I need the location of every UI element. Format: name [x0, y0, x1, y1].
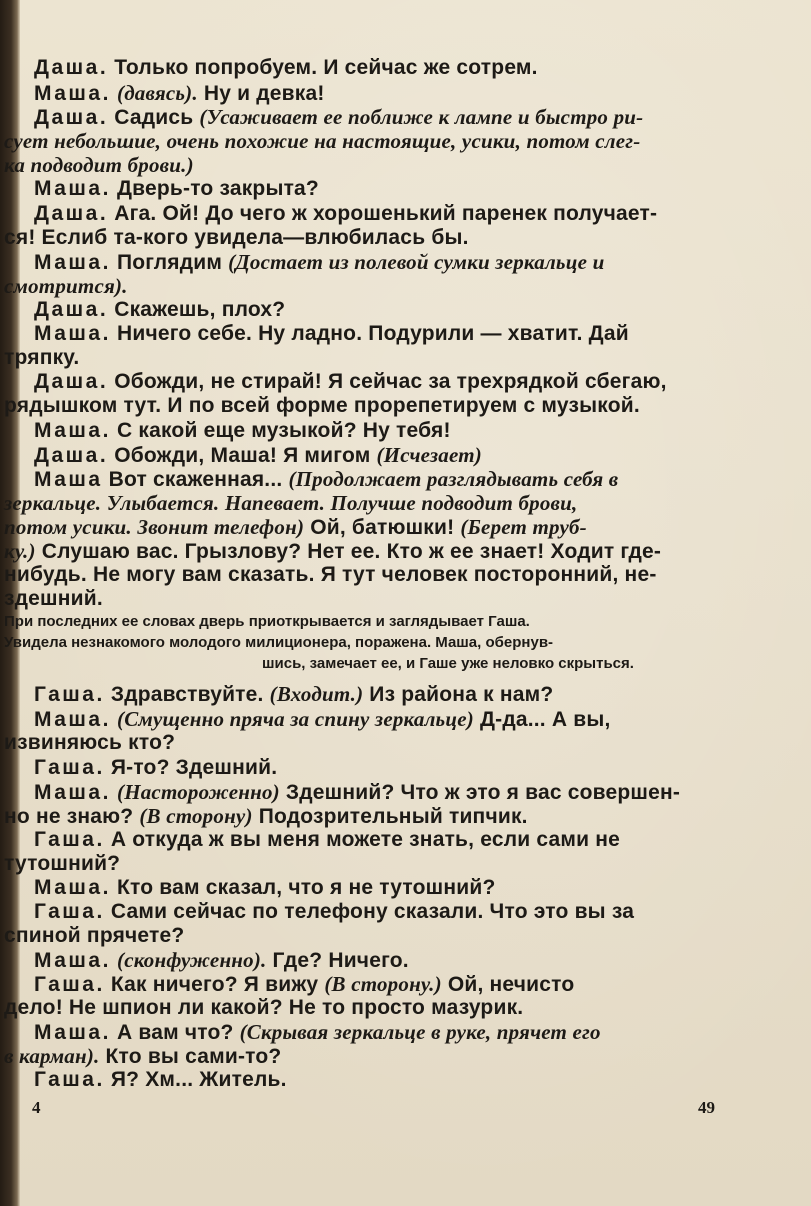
speaker-name: Гаша.	[34, 756, 105, 779]
speaker-name: Маша.	[34, 708, 111, 731]
line-text: спиной прячете?	[4, 924, 185, 947]
speaker-name: Даша.	[34, 444, 109, 467]
line-text: Подозрительный типчик.	[252, 805, 528, 828]
speaker-name: Маша.	[34, 251, 111, 274]
line-text: Сами сейчас по телефону сказали. Что это вы за	[104, 900, 635, 923]
line-text: Ой, нечисто	[441, 973, 575, 996]
stage-direction-line: При последних ее словах дверь приоткрывается и заглядывает Гаша.	[4, 613, 530, 630]
text-line	[0, 54, 811, 82]
line-text: но не знаю?	[4, 805, 140, 828]
page-number: 49	[698, 1098, 715, 1117]
line-text: Д-да... А вы,	[473, 708, 611, 731]
line-text: Здравствуйте.	[104, 683, 270, 706]
speaker-name: Маша.	[34, 322, 111, 345]
speaker-name: Даша.	[34, 298, 109, 321]
speaker-name: Маша.	[34, 419, 111, 442]
text-line	[0, 729, 811, 757]
stage-direction-line: шись, замечает ее, и Гаше уже неловко скрыться.	[262, 655, 634, 672]
speaker-name: Даша.	[34, 56, 109, 79]
line-text: Ага. Ой! До чего ж хорошенький паренек получает-	[108, 202, 658, 225]
line-text: извиняюсь кто?	[4, 731, 176, 754]
line-text: Ничего себе. Ну ладно. Подурили — хватит. Дай	[110, 322, 629, 345]
speaker-name: Гаша.	[34, 828, 105, 851]
stage-remark: (давясь).	[117, 81, 198, 105]
line-text: Из района к нам?	[363, 683, 554, 706]
stage-remark: сует небольшие, очень похожие на настоящие, усики, потом слег-	[4, 129, 641, 153]
speaker-name: Даша.	[34, 106, 109, 129]
speaker-name: Маша.	[34, 949, 111, 972]
line-text: А откуда ж вы меня можете знать, если сами не	[104, 828, 621, 851]
speaker-name: Гаша.	[34, 900, 105, 923]
speaker-name: Маша.	[34, 781, 111, 804]
line-text: А вам что?	[110, 1021, 240, 1044]
stage-remark: зеркальце. Улыбается. Напевает. Получше подводит брови,	[4, 491, 578, 515]
stage-remark: (Исчезает)	[376, 443, 482, 467]
line-text: Я? Хм... Житель.	[104, 1068, 287, 1091]
line-text: Ой, батюшки!	[304, 516, 461, 539]
stage-remark: (Продолжает разглядывать себя в	[288, 467, 619, 491]
stage-remark: (Входит.)	[269, 682, 364, 706]
line-text: Слушаю вас. Грызлову? Нет ее. Кто ж ее знает! Ходит где-	[35, 540, 662, 563]
line-text: тутошний?	[4, 852, 121, 875]
stage-remark: (Скрывая зеркальце в руке, прячет его	[239, 1020, 601, 1044]
line-text: рядышком тут. И по всей форме прорепетируем с музыкой.	[4, 394, 640, 417]
speaker-name: Маша.	[34, 876, 111, 899]
line-text: Скажешь, плох?	[108, 298, 286, 321]
speaker-name: Маша	[34, 468, 103, 491]
speaker-name: Маша.	[34, 177, 111, 200]
text-line	[0, 175, 811, 203]
line-text: Обожди, не стирай! Я сейчас за трехрядкой сбегаю,	[108, 370, 667, 393]
line-text: здешний.	[4, 587, 103, 610]
signature-mark: 4	[32, 1098, 41, 1117]
text-line	[0, 585, 811, 613]
line-text: Поглядим	[110, 251, 229, 274]
stage-remark: (Берет труб-	[460, 515, 587, 539]
speaker-name: Гаша.	[34, 683, 105, 706]
stage-direction-line: Увидела незнакомого молодого милиционера, поражена. Маша, обернув-	[4, 634, 554, 651]
line-text: Как ничего? Я вижу	[104, 973, 325, 996]
text-line	[0, 1066, 811, 1094]
stage-remark: в карман).	[4, 1044, 100, 1068]
line-text: дело! Не шпион ли какой? Не то просто мазурик.	[4, 996, 524, 1019]
speaker-name: Маша.	[34, 82, 111, 105]
line-text: С какой еще музыкой? Ну тебя!	[110, 419, 451, 442]
line-text: ся! Еслиб та-кого увидела—влюбилась бы.	[4, 226, 469, 249]
line-text: Вот скаженная...	[102, 468, 289, 491]
stage-remark: (Настороженно)	[117, 780, 280, 804]
line-text: Дверь-то закрыта?	[110, 177, 319, 200]
stage-remark: (Усаживает ее поближе к лампе и быстро ри-	[199, 105, 644, 129]
speaker-name: Гаша.	[34, 973, 105, 996]
speaker-name: Даша.	[34, 370, 109, 393]
line-text: Кто вы сами-то?	[99, 1045, 282, 1068]
line-text: Только попробуем. И сейчас же сотрем.	[108, 56, 538, 79]
stage-remark: (Смущенно пряча за спину зеркальце)	[117, 707, 474, 731]
line-text: Я-то? Здешний.	[104, 756, 278, 779]
line-text: нибудь. Не могу вам сказать. Я тут человек посторонний, не-	[4, 563, 657, 586]
stage-remark: ку.)	[4, 539, 36, 563]
line-text: Ну и девка!	[197, 82, 325, 105]
speaker-name: Даша.	[34, 202, 109, 225]
line-text: Здешний? Что ж это я вас совершен-	[279, 781, 681, 804]
line-text: тряпку.	[4, 346, 80, 369]
line-text: Где? Ничего.	[266, 949, 409, 972]
stage-remark: (сконфуженно).	[117, 948, 267, 972]
line-text: Обожди, Маша! Я мигом	[108, 444, 377, 467]
stage-remark: смотрится).	[4, 274, 128, 298]
stage-remark: (В сторону)	[139, 804, 253, 828]
stage-remark: (Достает из полевой сумки зеркальце и	[228, 250, 605, 274]
line-text: Кто вам сказал, что я не тутошний?	[110, 876, 496, 899]
text-line	[0, 392, 811, 420]
stage-remark: (В сторону.)	[324, 972, 442, 996]
speaker-name: Маша.	[34, 1021, 111, 1044]
stage-remark: ка подводит брови.)	[4, 153, 194, 177]
line-text: Садись	[108, 106, 200, 129]
stage-remark: потом усики. Звонит телефон)	[4, 515, 305, 539]
speaker-name: Гаша.	[34, 1068, 105, 1091]
